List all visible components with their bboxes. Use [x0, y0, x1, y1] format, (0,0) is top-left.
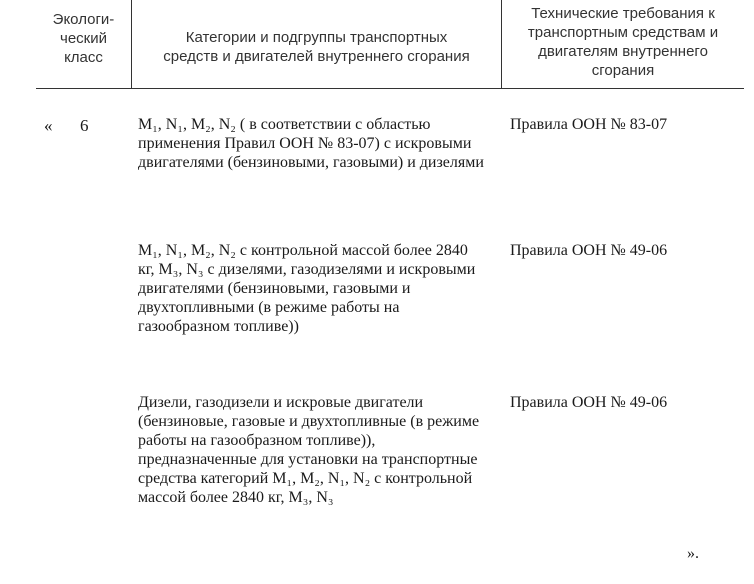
closing-quote: ». — [687, 545, 699, 562]
row-1-description: M₁, N₁, M₂, N₂ ( в соответствии с областью применения Правил ООН № 83-07) с искровыми двигателями (бензиновыми, газовыми) и дизелями — [138, 116, 484, 171]
table-header — [36, 0, 744, 89]
row-3-description: Дизели, газодизели и искровые двигатели (бензиновые, газовые и двухтопливные (в режиме работы на газообразном топливе)), предназначенные для установки на транспортные средства категорий M₁, M₂, N₁, N₂ с контрольной массой более 2840 кг, M₃, N₃ — [138, 394, 480, 506]
header-eco-class: Экологи- ческий класс — [36, 0, 132, 88]
row-2-description: M₁, N₁, M₂, N₂ с контрольной массой более 2840 кг, M₃, N₃ с дизелями, газодизелями и искровыми двигателями (бензиновыми, газовыми и двухтопливными (в режиме работы на газообразном топливе)) — [138, 242, 476, 335]
row-2-requirement: Правила ООН № 49-06 — [510, 242, 668, 259]
opening-quote: « — [44, 116, 53, 135]
header-tech-requirements: Технические требования к транспортным средствам и двигателям внутреннего сгорания — [527, 5, 719, 79]
row-3-requirement: Правила ООН № 49-06 — [510, 394, 668, 411]
header-categories: Категории и подгруппы транспортных средств и двигателей внутреннего сгорания — [132, 0, 502, 88]
row-1-requirement: Правила ООН № 83-07 — [510, 116, 668, 133]
eco-class-value: 6 — [80, 116, 89, 135]
